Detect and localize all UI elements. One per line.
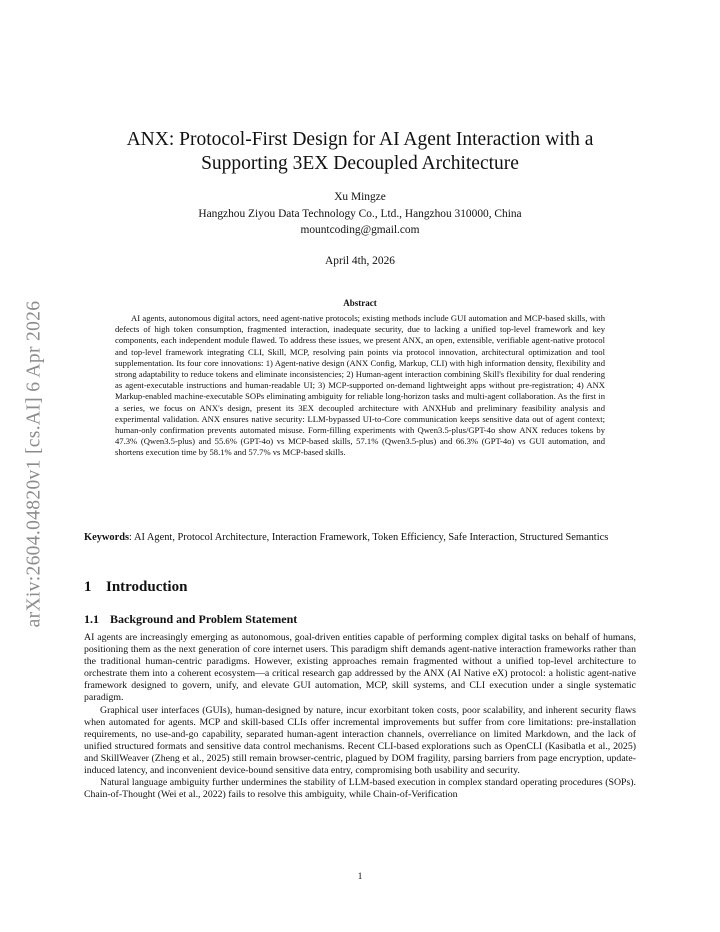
author-email: mountcoding@gmail.com [300,224,420,236]
body-paragraph-1: AI agents are increasingly emerging as autonomous, goal-driven entities capable of performing complex digital tasks on behalf of humans, positioning them as the next generation of core internet users. This paradigm shift demands agent-native interaction frameworks rather than the traditional human-centric paradigms. However, existing approaches remain fragmented without a unified top-level architecture to orchestrate them into a coherent ecosystem—a critical research gap addressed by the ANX (AI Native eX) protocol: a holistic agent-native framework designed to govern, unify, and elevate GUI automation, MCP, skill systems, and CLI execution under a single systematic paradigm. [84,632,636,704]
arxiv-identifier: arXiv:2604.04820v1 [cs.AI] 6 Apr 2026 [23,300,45,628]
author-affiliation: Hangzhou Ziyou Data Technology Co., Ltd., Hangzhou 310000, China [198,208,522,220]
author-name: Xu Mingze [334,191,386,203]
subsection-heading [84,612,297,627]
section-title: Introduction [106,579,188,595]
keywords-list: : AI Agent, Protocol Architecture, Interaction Framework, Token Efficiency, Safe Interaction, Structured Semantics [129,532,609,543]
abstract-heading: Abstract [343,298,377,308]
title-line-2: Supporting 3EX Decoupled Architecture [201,153,519,174]
section-heading [84,579,187,596]
paper-title [100,128,620,176]
abstract-text: AI agents, autonomous digital actors, need agent-native protocols; existing methods include GUI automation and MCP-based skills, with defects of high token consumption, fragmented interaction, inadequate security, due to lacking a unified top-level framework and key components, each independent module flawed. To address these issues, we present ANX, an open, extensible, verifiable agent-native protocol and top-level framework integrating CLI, Skill, MCP, resolving pain points via protocol innovation, architectural optimization and tool supplementation. Its four core innovations: 1) Agent-native design (ANX Config, Markup, CLI) with high information density, flexibility and strong adaptability to reduce tokens and eliminate inconsistencies; 2) Human-agent interaction combining Skill's flexibility for dual rendering as agent-executable instructions and human-readable UI; 3) MCP-supported on-demand lightweight apps without pre-registration; 4) ANX Markup-enabled machine-executable SOPs eliminating ambiguity for reliable long-horizon tasks and multi-agent collaboration. As the first in a series, we focus on ANX's design, present its 3EX decoupled architecture with ANXHub and preliminary feasibility analysis and experimental validation. ANX ensures native security: LLM-bypassed UI-to-Core communication keeps sensitive data out of agent context; human-only confirmation prevents automated misuse. Form-filling experiments with Qwen3.5-plus/GPT-4o show ANX reduces tokens by 47.3% (Qwen3.5-plus) and 55.6% (GPT-4o) vs MCP-based skills, 57.1% (Qwen3.5-plus) and 66.3% (GPT-4o) vs GUI automation, and shortens execution time by 58.1% and 57.7% vs MCP-based skills. [115,313,605,458]
arxiv-side-stamp [14,272,54,656]
subsection-title: Background and Problem Statement [110,612,298,626]
page-number: 1 [357,871,363,882]
paper-date: April 4th, 2026 [325,255,395,267]
title-line-1: ANX: Protocol-First Design for AI Agent Interaction with a [126,129,594,150]
body-text [84,632,636,801]
keywords [84,531,636,544]
body-paragraph-3: Natural language ambiguity further undermines the stability of LLM-based execution in complex standard operating procedures (SOPs). Chain-of-Thought (Wei et al., 2022) fails to resolve this ambiguity, while Chain-of-Verification [84,777,636,801]
section-number: 1 [84,579,92,595]
subsection-number: 1.1 [84,612,99,626]
keywords-label: Keywords [84,532,130,543]
body-paragraph-2: Graphical user interfaces (GUIs), human-designed by nature, incur exorbitant token costs, poor scalability, and inherent security flaws when automated for agents. MCP and skill-based CLIs offer incremental improvements but suffer from core limitations: pre-installation requirements, no use-and-go capability, separated human-agent interaction channels, overreliance on limited Markdown, and the lack of unified structured formats and sensitive data control mechanisms. Recent CLI-based explorations such as OpenCLI (Kasibatla et al., 2025) and SkillWeaver (Zheng et al., 2025) still remain browser-centric, plagued by DOM fragility, parsing barriers from page encryption, update-induced latency, and inconvenient device-bound sensitive data entry, compromising both usability and security. [84,704,636,777]
